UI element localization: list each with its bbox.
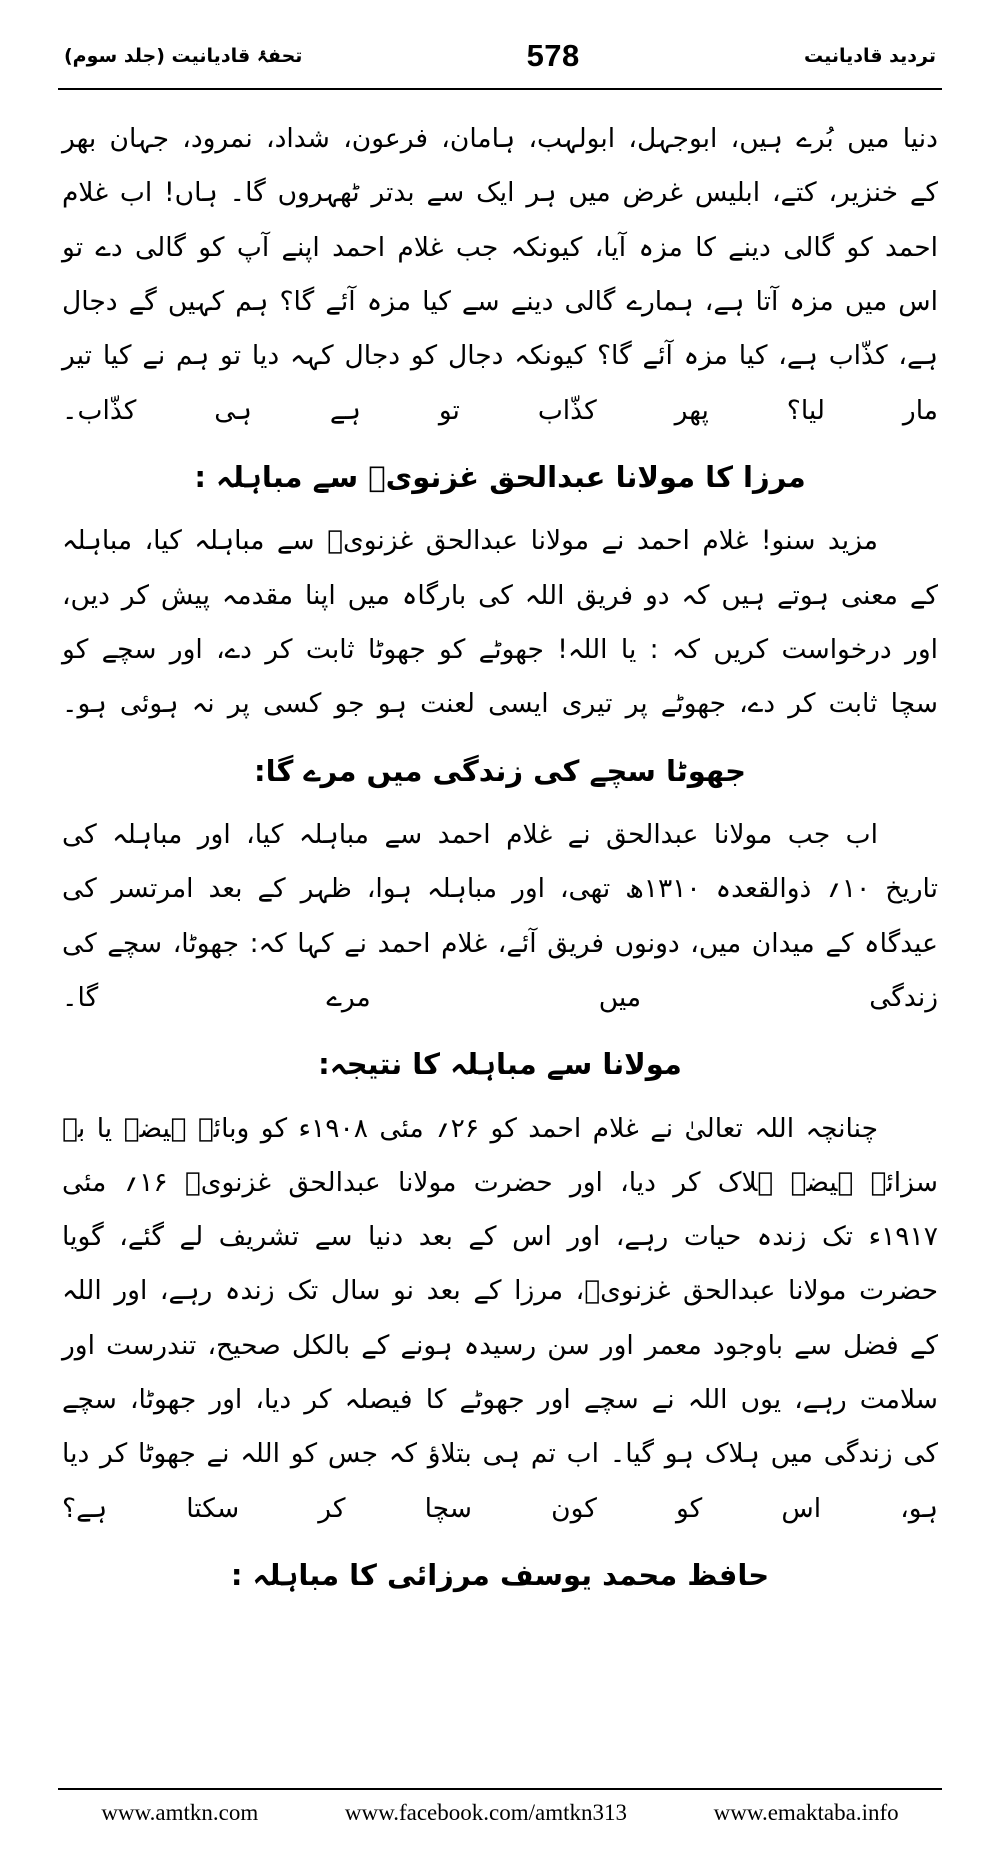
section-heading-mubahala-abdul-haq: مرزا کا مولانا عبدالحق غزنویؒ سے مباہلہ : bbox=[194, 459, 806, 494]
section-heading-liar-dies: جھوٹا سچے کی زندگی میں مرے گا: bbox=[254, 753, 746, 788]
section-heading-result: مولانا سے مباہلہ کا نتیجہ: bbox=[318, 1047, 682, 1082]
paragraph: دنیا میں بُرے ہیں، ابوجہل، ابولہب، ہامان، فرعون، شداد، نمرود، جہان بھر کے خنزیر، کتے، ابلیس غرض میں ہر ایک سے بدتر ٹھہروں گا۔ ہاں! اب غلام احمد کو گالی دینے کا مزہ آیا، کیونکہ جب غلام احمد اپنے آپ کو گالی دے تو اس میں مزہ آتا ہے، ہمارے گالی دینے سے کیا مزہ آئے گا؟ ہم کہیں گے دجال ہے، کذّاب ہے، کیا مزہ آئے گا؟ کیونکہ دجال کو دجال کہہ دیا تو ہم نے کیا تیر مار لیا؟ پھر کذّاب تو ہے ہی کذّاب۔ bbox=[62, 123, 938, 426]
footer-links bbox=[58, 1800, 942, 1832]
section-heading-hafiz-yusuf: حافظ محمد یوسف مرزائی کا مباہلہ : bbox=[230, 1558, 770, 1593]
paragraph: اب جب مولانا عبدالحق نے غلام احمد سے مباہلہ کیا، اور مباہلہ کی تاریخ ۱۰؍ ذوالقعدہ ۱۳۱۰ھ تھی، اور مباہلہ ہوا، ظہر کے بعد امرتسر کی عیدگاہ کے میدان میں، دونوں فریق آئے، غلام احمد نے کہا کہ: جھوٹا، سچے کی زندگی میں مرے گا۔ bbox=[62, 818, 938, 1013]
page-footer bbox=[58, 1782, 942, 1832]
header-section-title: تردید قادیانیت bbox=[803, 45, 936, 67]
page-content bbox=[58, 90, 942, 1782]
footer-divider bbox=[58, 1788, 942, 1790]
footer-link-facebook[interactable]: www.facebook.com/amtkn313 bbox=[344, 1800, 627, 1825]
page-header bbox=[58, 30, 942, 84]
header-book-title: تحفۂ قادیانیت (جلد سوم) bbox=[64, 45, 303, 67]
page-number: 578 bbox=[526, 38, 580, 73]
footer-link-website[interactable]: www.amtkn.com bbox=[101, 1800, 259, 1825]
paragraph: چنانچہ اللہ تعالیٰ نے غلام احمد کو ۲۶؍ مئی ۱۹۰۸ء کو وبائے ہیضہ یا بہ سزائے ہیضہ ہلاک کر دیا، اور حضرت مولانا عبدالحق غزنویؒ ۱۶؍ مئی ۱۹۱۷ء تک زندہ حیات رہے، اور اس کے بعد دنیا سے تشریف لے گئے، گویا حضرت مولانا عبدالحق غزنویؒ، مرزا کے بعد نو سال تک زندہ رہے، اور اللہ کے فضل سے باوجود معمر اور سن رسیدہ ہونے کے بالکل صحیح، تندرست اور سلامت رہے، یوں اللہ نے سچے اور جھوٹے کا فیصلہ کر دیا، اور جھوٹا، سچے کی زندگی میں ہلاک ہو گیا۔ اب تم ہی بتلاؤ کہ جس کو اللہ نے جھوٹا کر دیا ہو، اس کو کون سچا کر سکتا ہے؟ bbox=[62, 1112, 938, 1524]
footer-link-emaktaba[interactable]: www.emaktaba.info bbox=[713, 1800, 899, 1825]
paragraph: مزید سنو! غلام احمد نے مولانا عبدالحق غزنویؒ سے مباہلہ کیا، مباہلہ کے معنی ہوتے ہیں کہ دو فریق اللہ کی بارگاہ میں اپنا مقدمہ پیش کر دیں، اور درخواست کریں کہ : یا اللہ! جھوٹے کو جھوٹا ثابت کر دے، اور سچے کو سچا ثابت کر دے، جھوٹے پر تیری ایسی لعنت ہو جو کسی پر نہ ہوئی ہو۔ bbox=[62, 525, 938, 720]
